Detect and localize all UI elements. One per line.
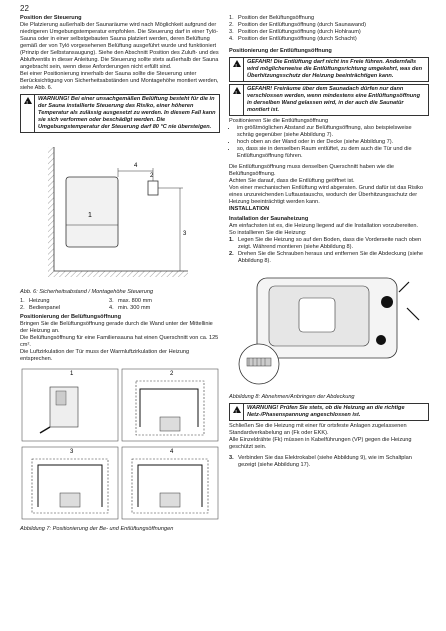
danger-box xyxy=(229,57,429,82)
paragraph: Am einfachsten ist es, die Heizung liegend auf die Installation vorzubereiten. xyxy=(229,223,419,229)
legend-number: 2. xyxy=(20,305,25,311)
panel-3 xyxy=(22,447,118,519)
list-text: Position der Entlüftungsöffnung (durch Hohlraum) xyxy=(238,29,361,35)
panel-number: 4 xyxy=(170,449,174,455)
vent-position-list xyxy=(229,15,429,43)
panel-2 xyxy=(122,369,218,441)
figure-7-caption: Abbildung 7: Positionierung der Be- und Entlüftungsöffnungen xyxy=(20,526,174,532)
right-column xyxy=(229,15,429,469)
step-text: Legen Sie die Heizung so auf den Boden, dass die Vorderseite nach oben zeigt. Während montieren (siehe Abbildung 8). xyxy=(238,237,422,250)
paragraph: Von einer mechanischen Entlüftung wird abgeraten. Grund dafür ist das Risiko eines unzureichenden Luftaustauschs, wodurch der Überhitzungsschutz der Heizung beeinträchtigt werden kann. xyxy=(229,185,424,205)
panel-number: 1 xyxy=(70,371,74,377)
step-item xyxy=(229,251,429,265)
panel-1 xyxy=(22,369,118,441)
legend-text: max. 800 mm xyxy=(118,298,152,304)
bullet-list xyxy=(229,125,429,160)
danger-text: GEFAHR! Die Entlüftung darf nicht ins Freie führen. Andernfalls wird möglicherweise die Entlüftungsrichtung umgekehrt, was den Überhitzungsschutz der Heizung beeinträchtigen kann. xyxy=(243,58,428,81)
left-column xyxy=(20,15,220,534)
wall-hatch xyxy=(48,147,54,275)
warning-icon: ! xyxy=(233,406,241,413)
figure-7-diagram xyxy=(20,367,220,522)
warning-icon: ! xyxy=(233,60,241,67)
warning-text: WARNUNG! Bei einer unsachgemäßen Belüftung besteht für die in der Sauna installierte Steuerung das Risiko, einer höheren Temperatur als zulässig ausgesetzt zu werden. In diesem Fall kann sie sich verformen oder beschädigt werden. Die Umgebungstemperatur der Steuerung darf 80 °C nie übersteigen. xyxy=(34,95,219,132)
legend-text: Heizung xyxy=(29,298,50,304)
heater-label: 1 xyxy=(88,212,92,219)
paragraph: So installieren Sie die Heizung: xyxy=(229,230,307,236)
list-item xyxy=(229,36,429,43)
knob-icon xyxy=(376,335,386,345)
panel-4 xyxy=(122,447,218,519)
paragraph: Achten Sie darauf, dass die Entlüftung geöffnet ist. xyxy=(229,178,355,184)
heading-heater-installation: Installation der Saunaheizung xyxy=(229,216,309,222)
legend-text: min. 300 mm xyxy=(118,305,151,311)
list-number: 4. xyxy=(229,36,234,42)
paragraph: Alle Einzeldrähte (Fk) müssen in Kabelführungen (VP) gegen die Heizung geschützt sein. xyxy=(229,437,412,450)
floor-hatch xyxy=(48,271,188,277)
step-item xyxy=(229,237,429,251)
danger-text: GEFAHR! Freiräume über dem Saunadach dürfen nur dann verschlossen werden, wenn mindestens eine Entlüftungsöffnung in derselben Wand gelassen wird, in der auch die Saunatür montiert ist. xyxy=(243,85,428,115)
legend-number: 4. xyxy=(109,305,114,311)
step-number: 3. xyxy=(229,455,234,461)
list-text: Position der Entlüftungsöffnung (durch Schacht) xyxy=(238,36,357,42)
step-number: 2. xyxy=(229,251,234,257)
figure-6-caption: Abb. 6: Sicherheitsabstand / Montagehöhe Steuerung xyxy=(20,289,154,295)
paragraph: Schließen Sie die Heizung mit einer für ortsfeste Anlagen zugelassenen Standardverkabelung an (Fk oder EKK). xyxy=(229,423,407,436)
step-text: Verbinden Sie das Elektrokabel (siehe Abbildung 9), wie im Schaltplan gezeigt (siehe Abbildung 17). xyxy=(238,455,412,468)
bullet-item: • so, dass sie in denselben Raum entlüftet, zu dem auch die Tür und die Entlüftungsöffnung führen. xyxy=(237,146,429,160)
list-item xyxy=(229,15,429,22)
list-item xyxy=(229,29,429,36)
list-number: 3. xyxy=(229,29,234,35)
step-number: 1. xyxy=(229,237,234,243)
dimension-label-3: 3 xyxy=(183,231,187,237)
bullet-item: • hoch oben an der Wand oder in der Decke (siehe Abbildung 7). xyxy=(237,139,429,146)
heading-installation: INSTALLATION xyxy=(229,206,270,212)
panel-number: 3 xyxy=(70,449,74,455)
step-text: Drehen Sie die Schrauben heraus und entfernen Sie die Abdeckung (siehe Abbildung 8). xyxy=(238,251,424,264)
paragraph: Die Entlüftungsöffnung muss denselben Querschnitt haben wie die Belüftungsöffnung. xyxy=(229,164,395,177)
legend-number: 3. xyxy=(109,298,114,304)
panel-number: 2 xyxy=(170,371,174,377)
step-item xyxy=(229,455,429,469)
knob-icon xyxy=(381,296,393,308)
warning-icon: ! xyxy=(24,97,32,104)
heading-supply-vent: Positionierung der Belüftungsöffnung xyxy=(20,314,121,320)
paragraph: Die Belüftungsöffnung für eine Familiensauna hat einen Querschnitt von ca. 125 cm². xyxy=(20,335,219,348)
warning-icon: ! xyxy=(233,87,241,94)
control-panel-shape xyxy=(148,181,158,195)
list-text: Position der Entlüftungsöffnung (durch Saunawand) xyxy=(238,22,367,28)
paragraph: Die Luftzirkulation der Tür muss der Warmluftzirkulation der Heizung entsprechen. xyxy=(20,349,190,362)
warning-box xyxy=(20,94,220,133)
paragraph: Bringen Sie die Belüftungsöffnung gerade durch die Wand unter der Mittellinie der Heizung an. xyxy=(20,321,213,334)
paragraph: Bei einer Positionierung innerhalb der Sauna sollte die Steuerung unter Berücksichtigung von Sicherheitsabständen und Montagehöhe montiert werden, siehe Abb. 6. xyxy=(20,71,219,91)
list-number: 2. xyxy=(229,22,234,28)
paragraph: Die Platzierung außerhalb der Saunaräume wird nach Möglichkeit aufgrund der niedrigeren Umgebungstemperatur empfohlen. Die Steuerung darf in einer Tylö-Sauna oder in einer selbstgebauten Sauna platziert werden, deren Belüftung gemäß der von Tylö vorgesehenen Belüftung ausgeführt wurde und funktioniert (Prinzip der Selbstansaugung). Siehe den Abschnitt Position des Zuluft- und des Abluftventils in dieser Anleitung. Die Steuerung sollte stets außerhalb der Sauna angebracht sein, wenn diese Anforderungen nicht erfüllt sind. xyxy=(20,22,219,70)
paragraph: Positionieren Sie die Entlüftungsöffnung xyxy=(229,118,329,124)
bullet-item: • im größtmöglichen Abstand zur Belüftungsöffnung, also beispielsweise schräg gegenüber (siehe Abbildung 7). xyxy=(237,125,429,139)
heading-controller-position: Position der Steuerung xyxy=(20,15,82,21)
figure-8-diagram xyxy=(229,268,429,390)
heading-exhaust-vent: Positionierung der Entlüftungsöffnung xyxy=(229,48,332,54)
page-number: 22 xyxy=(20,4,29,13)
figure-8-caption: Abbildung 8: Abnehmen/Anbringen der Abdeckung xyxy=(229,394,355,400)
warning-box xyxy=(229,403,429,421)
heater-shape xyxy=(66,177,118,247)
list-item xyxy=(229,22,429,29)
figure-6-diagram xyxy=(20,135,220,285)
warning-text: WARNUNG! Prüfen Sie stets, ob die Heizung an die richtige Netz-/Phasenspannung angeschlossen ist. xyxy=(243,404,428,420)
danger-box xyxy=(229,84,429,116)
dimension-label-4: 4 xyxy=(134,163,138,169)
legend-text: Bedienpanel xyxy=(29,305,61,311)
list-text: Position der Belüftungsöffnung xyxy=(238,15,315,21)
legend-number: 1. xyxy=(20,298,25,304)
panel-label: 2 xyxy=(150,173,154,179)
list-number: 1. xyxy=(229,15,234,21)
figure-6-legend xyxy=(20,298,220,312)
